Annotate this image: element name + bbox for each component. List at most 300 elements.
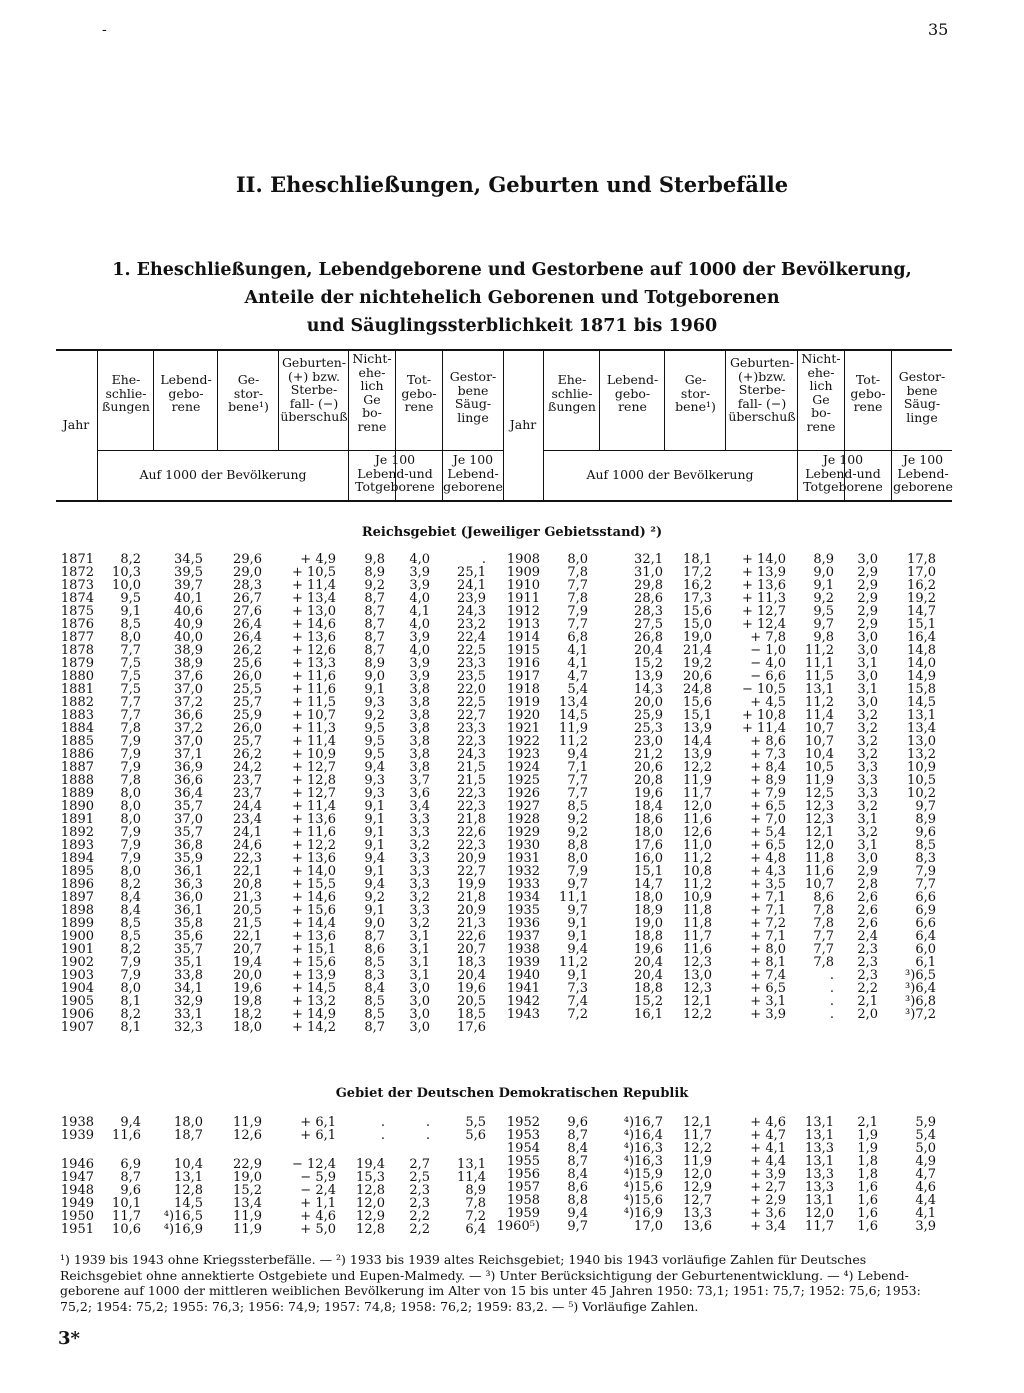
table-cell: 1915 [506,643,540,658]
table-cell: 2,3 [857,955,878,970]
table-cell: + 11,3 [742,591,786,606]
table-cell: 11,2 [559,955,588,970]
table-cell: 13,1 [907,708,936,723]
table-cell: 1929 [506,825,540,840]
table-cell: 11,9 [805,773,834,788]
table-cell: 7,9 [120,825,141,840]
table-cell: 9,1 [813,578,834,593]
table-cell: + 13,2 [292,994,336,1009]
table-cell: 13,9 [634,669,663,684]
table-cell: 1939 [506,955,540,970]
table-cell: 7,8 [567,591,588,606]
table-cell: 5,4 [915,1128,936,1143]
table-cell: 1882 [60,695,94,710]
table-cell: 1948 [60,1182,94,1198]
table-cell: 12,0 [356,1195,385,1211]
table-cell: ³)6,5 [905,968,936,983]
table-cell: 24,3 [457,604,486,619]
table-cell: 3,2 [857,721,878,736]
table-cell: 18,0 [634,825,663,840]
table-cell: 40,1 [174,591,203,606]
table-cell: 5,9 [915,1115,936,1130]
table-cell: 11,1 [559,890,588,905]
table-cell: 6,4 [915,929,936,944]
table-cell: 3,2 [857,734,878,749]
table-cell: 1916 [506,656,540,671]
table-cell: 10,7 [805,721,834,736]
table-cell: 7,3 [567,981,588,996]
table-cell: 19,4 [233,955,262,970]
table-cell: 1924 [506,760,540,775]
table-cell: 15,6 [683,604,712,619]
table-cell: 1889 [60,786,94,801]
table-cell: 15,1 [634,864,663,879]
table-cell: 1903 [60,968,94,983]
section-reich: Reichsgebiet (Jeweiliger Gebietsstand) ²) [361,525,663,540]
table-cell: 8,9 [813,552,834,567]
table-cell: 8,8 [567,838,588,853]
section-ddr: Gebiet der Deutschen Demokratischen Republik [335,1086,689,1101]
table-title-line-1: 1. Eheschließungen, Lebendgeborene und Gestorbene auf 1000 der Bevölkerung, [112,260,912,280]
table-cell: 9,1 [567,929,588,944]
col-marriages-left: Ehe- schlie- ßungen [102,372,150,414]
table-cell: 28,6 [634,591,663,606]
table-cell: 7,8 [465,1195,486,1211]
table-cell: 4,7 [567,669,588,684]
table-cell: 7,7 [120,708,141,723]
table-cell: 11,6 [112,1128,141,1143]
table-cell: 22,4 [457,630,486,645]
table-row [0,1220,1024,1233]
table-cell: 11,9 [233,1221,262,1237]
table-cell: 12,1 [683,994,712,1009]
table-cell: 9,5 [364,747,385,762]
table-cell: 8,1 [120,1020,141,1035]
table-cell: 2,9 [857,604,878,619]
table-cell: + 4,3 [750,864,786,879]
table-cell: 7,7 [567,578,588,593]
table-cell: 21,4 [683,643,712,658]
table-cell: 3,3 [857,760,878,775]
table-cell: 1912 [506,604,540,619]
table-cell: + 4,6 [300,1208,336,1224]
table-cell: 40,0 [174,630,203,645]
table-cell: + 11,4 [292,799,336,814]
table-cell: 35,6 [174,929,203,944]
table-cell: 1,6 [857,1180,878,1195]
table-cell: 1926 [506,786,540,801]
table-cell: 12,5 [805,786,834,801]
table-cell: 6,1 [915,955,936,970]
table-cell: + 11,4 [292,734,336,749]
table-cell: 7,8 [567,565,588,580]
table-cell: 22,1 [233,929,262,944]
table-cell: 8,0 [567,851,588,866]
table-cell: 20,0 [634,695,663,710]
table-cell: 19,6 [457,981,486,996]
table-cell: 20,5 [457,994,486,1009]
table-cell: 13,3 [683,1206,712,1221]
table-cell: + 7,8 [750,630,786,645]
table-cell: 9,7 [915,799,936,814]
table-cell: + 4,5 [750,695,786,710]
table-cell: 6,4 [465,1221,486,1237]
table-cell: + 13,3 [292,656,336,671]
table-cell: 1877 [60,630,94,645]
footnote-line: geborene auf 1000 der mittleren weiblichen Bevölkerung im Alter von 15 bis unter 45 Jahren 1950: 73,1; 1951: 75,7; 1952: 75,6; 1953: [60,1283,921,1298]
table-cell: 1951 [60,1221,94,1237]
table-cell: 8,7 [120,1169,141,1185]
table-cell: 23,5 [457,669,486,684]
table-cell: ⁴)15,9 [623,1167,663,1182]
table-cell: 19,6 [634,786,663,801]
table-cell: 7,8 [813,916,834,931]
table-cell: 12,3 [683,981,712,996]
table-cell: 35,8 [174,916,203,931]
table-cell: 2,7 [409,1156,430,1172]
table-cell: + 2,9 [750,1193,786,1208]
table-cell: 1874 [60,591,94,606]
table-cell: 22,0 [457,682,486,697]
table-cell: + 6,5 [750,981,786,996]
table-cell: 29,8 [634,578,663,593]
table-cell: 1876 [60,617,94,632]
table-cell: 14,9 [907,669,936,684]
table-cell: + 8,0 [750,942,786,957]
rule-line [217,351,218,450]
table-cell: 8,6 [567,1180,588,1195]
table-cell: 19,0 [634,916,663,931]
table-cell: 9,6 [915,825,936,840]
col-stillborn-left: Tot- gebo- rene [401,372,437,414]
table-cell: + 12,8 [292,773,336,788]
table-cell: 4,1 [915,1206,936,1221]
table-cell: 8,5 [120,929,141,944]
table-cell: 16,2 [683,578,712,593]
table-cell: 12,0 [805,1206,834,1221]
table-cell: 17,0 [907,565,936,580]
table-cell: 8,7 [364,604,385,619]
table-cell: 1957 [506,1180,540,1195]
table-cell: 33,8 [174,968,203,983]
table-cell: 8,7 [364,617,385,632]
table-cell: 14,4 [683,734,712,749]
table-cell: 3,3 [409,851,430,866]
table-cell: 1959 [506,1206,540,1221]
table-cell: 9,1 [364,812,385,827]
table-cell: − 12,4 [292,1156,336,1172]
table-cell: + 6,5 [750,838,786,853]
table-cell: ⁴)15,6 [623,1180,663,1195]
table-cell: + 3,4 [750,1219,786,1234]
table-cell: 7,4 [567,994,588,1009]
table-cell: 25,7 [233,734,262,749]
table-cell: 9,5 [120,591,141,606]
table-cell: 2,6 [857,916,878,931]
table-cell: 1879 [60,656,94,671]
table-cell: 1940 [506,968,540,983]
table-cell: 2,4 [857,929,878,944]
table-cell: 1934 [506,890,540,905]
table-cell: 7,5 [120,669,141,684]
table-cell: 1,9 [857,1128,878,1143]
table-cell: 3,1 [409,929,430,944]
table-cell: 23,7 [233,773,262,788]
table-cell: 2,8 [857,877,878,892]
table-cell: 12,8 [174,1182,203,1198]
table-cell: 9,7 [813,617,834,632]
table-cell: 20,4 [457,968,486,983]
table-cell: 13,1 [805,682,834,697]
table-cell: ⁴)16,7 [623,1115,663,1130]
table-cell: 1875 [60,604,94,619]
table-cell: + 4,8 [750,851,786,866]
table-cell: 16,2 [907,578,936,593]
table-cell: 12,6 [683,825,712,840]
table-cell: 10,3 [112,565,141,580]
table-cell: 12,3 [805,799,834,814]
table-cell: 14,7 [634,877,663,892]
corner-mark: - [102,22,107,38]
table-cell: 16,1 [634,1007,663,1022]
table-cell: 36,0 [174,890,203,905]
table-cell: 9,7 [567,903,588,918]
table-cell: ⁴)16,4 [623,1128,663,1143]
table-cell: + 5,4 [750,825,786,840]
table-cell: 4,0 [409,552,430,567]
table-cell: 20,4 [634,968,663,983]
table-cell: 26,2 [233,747,262,762]
table-cell: + 7,4 [750,968,786,983]
table-cell: 1933 [506,877,540,892]
table-cell: 10,6 [112,1221,141,1237]
table-cell: 3,2 [409,916,430,931]
table-cell: 24,2 [233,760,262,775]
table-cell: 1947 [60,1169,94,1185]
table-cell: 22,6 [457,825,486,840]
table-cell: 2,9 [857,578,878,593]
table-title-line-3: und Säuglingssterblichkeit 1871 bis 1960 [306,316,718,336]
table-cell: 14,5 [559,708,588,723]
table-cell: 9,8 [364,552,385,567]
table-cell: + 13,4 [292,591,336,606]
table-cell: 1880 [60,669,94,684]
table-cell: 13,6 [683,1219,712,1234]
table-cell: + 10,8 [742,708,786,723]
table-cell: 37,6 [174,669,203,684]
table-cell: 25,6 [233,656,262,671]
table-cell: 22,3 [457,799,486,814]
table-cell: 9,3 [364,786,385,801]
table-cell: 18,8 [634,929,663,944]
table-cell: 1898 [60,903,94,918]
table-cell: 13,0 [683,968,712,983]
table-cell: 7,9 [567,864,588,879]
table-cell: 8,5 [915,838,936,853]
table-cell: 17,2 [683,565,712,580]
table-cell: − 2,4 [300,1182,336,1198]
table-cell: 1938 [60,1115,94,1130]
table-cell: 1960⁵) [496,1219,540,1234]
table-cell: 23,7 [233,786,262,801]
table-cell: 9,4 [364,877,385,892]
table-cell: 11,8 [683,916,712,931]
table-cell: 1908 [506,552,540,567]
table-cell: 4,4 [915,1193,936,1208]
table-cell: 8,2 [120,877,141,892]
table-cell: 9,1 [567,968,588,983]
table-cell: 22,3 [457,786,486,801]
table-cell: 11,2 [559,734,588,749]
table-cell: 8,0 [120,799,141,814]
table-cell: 4,1 [567,656,588,671]
table-cell: 1938 [506,942,540,957]
table-cell: 11,1 [805,656,834,671]
table-cell: 9,3 [364,695,385,710]
table-cell: 12,2 [683,1141,712,1156]
table-cell: 1954 [506,1141,540,1156]
table-cell: 1878 [60,643,94,658]
table-cell: 8,7 [567,1128,588,1143]
sheet-mark: 3* [58,1328,80,1349]
table-cell: 8,0 [120,812,141,827]
table-cell: 9,8 [813,630,834,645]
table-cell: 1907 [60,1020,94,1035]
table-cell: 1943 [506,1007,540,1022]
table-cell: 1892 [60,825,94,840]
table-cell: + 4,6 [750,1115,786,1130]
table-cell: + 15,5 [292,877,336,892]
rule-line [153,351,154,450]
table-cell: 9,4 [567,747,588,762]
table-cell: 13,3 [805,1141,834,1156]
table-cell: 22,1 [233,864,262,879]
table-cell: 8,3 [364,968,385,983]
table-cell: 11,7 [683,1128,712,1143]
table-cell: 11,6 [805,864,834,879]
table-cell: 11,6 [683,812,712,827]
table-cell: 2,3 [409,1195,430,1211]
table-cell: 17,0 [634,1219,663,1234]
table-cell: + 13,6 [292,851,336,866]
table-cell: 13,0 [907,734,936,749]
table-cell: 7,8 [813,903,834,918]
table-cell: 7,9 [120,851,141,866]
table-cell: + 13,6 [292,929,336,944]
table-cell: 9,5 [364,721,385,736]
table-cell: 24,4 [233,799,262,814]
table-cell: 8,6 [813,890,834,905]
table-cell: 8,9 [915,812,936,827]
col-surplus-left: Geburten- (+) bzw. Sterbe- fall- (−) überschuß [280,355,348,424]
table-cell: 13,1 [457,1156,486,1172]
table-cell: 10,2 [907,786,936,801]
table-cell: 1949 [60,1195,94,1211]
table-cell: 2,0 [857,1007,878,1022]
table-cell: 7,8 [120,721,141,736]
table-cell: 3,9 [409,578,430,593]
table-cell: 12,3 [683,955,712,970]
table-cell: 3,2 [857,708,878,723]
table-cell: 1910 [506,578,540,593]
table-cell: 1946 [60,1156,94,1172]
table-cell: 22,7 [457,864,486,879]
table-cell: 12,2 [683,760,712,775]
table-cell: ⁴)15,6 [623,1193,663,1208]
table-cell: . [481,552,486,567]
table-cell: 37,1 [174,747,203,762]
table-cell: + 14,5 [292,981,336,996]
table-cell: 12,7 [683,1193,712,1208]
table-cell: 1923 [506,747,540,762]
table-cell: − 4,0 [750,656,786,671]
table-cell: 18,6 [634,812,663,827]
table-cell: 8,5 [364,1007,385,1022]
footnote-line: 75,2; 1954: 75,2; 1955: 76,3; 1956: 74,9; 1957: 74,8; 1958: 76,2; 1959: 83,2. — ⁵) Vorläufige Zahlen. [60,1298,699,1314]
table-cell: 2,6 [857,903,878,918]
table-cell: 1927 [506,799,540,814]
table-cell: . [380,1115,385,1130]
table-cell: 20,7 [233,942,262,957]
table-cell: 3,0 [857,630,878,645]
table-cell: 8,5 [364,994,385,1009]
table-cell: 36,9 [174,760,203,775]
table-cell: 3,2 [857,825,878,840]
table-cell: 11,9 [233,1115,262,1130]
table-cell: 11,5 [805,669,834,684]
table-cell: 10,7 [805,877,834,892]
table-cell: 18,2 [233,1007,262,1022]
table-cell: + 13,6 [292,630,336,645]
table-cell: 3,0 [857,695,878,710]
table-cell: 18,0 [233,1020,262,1035]
table-row [0,1008,1024,1021]
table-cell: 22,6 [457,929,486,944]
rule-line [97,351,98,501]
table-cell: 7,7 [915,877,936,892]
table-cell: 25,5 [233,682,262,697]
table-cell: 6,9 [915,903,936,918]
table-cell: 8,6 [364,942,385,957]
table-cell: 10,0 [112,578,141,593]
table-cell: 1906 [60,1007,94,1022]
table-cell: + 7,2 [750,916,786,931]
table-cell: 6,9 [120,1156,141,1172]
table-cell: 2,1 [857,994,878,1009]
table-cell: 12,0 [683,1167,712,1182]
table-cell: 3,2 [409,838,430,853]
table-cell: 28,3 [634,604,663,619]
table-cell: 3,0 [857,643,878,658]
table-cell: 22,3 [457,734,486,749]
table-cell: ⁴)16,3 [623,1141,663,1156]
table-cell: 18,0 [174,1115,203,1130]
table-cell: 37,0 [174,682,203,697]
table-cell: 1883 [60,708,94,723]
table-cell: 20,8 [233,877,262,892]
table-cell: + 11,3 [292,721,336,736]
table-cell: 3,8 [409,747,430,762]
table-cell: 1931 [506,851,540,866]
table-cell: 34,5 [174,552,203,567]
table-cell: 1872 [60,565,94,580]
table-cell: 9,4 [364,760,385,775]
table-cell: 2,2 [857,981,878,996]
table-cell: 9,2 [364,578,385,593]
table-cell: 4,1 [567,643,588,658]
table-cell: 8,9 [364,565,385,580]
table-cell: 3,3 [409,864,430,879]
